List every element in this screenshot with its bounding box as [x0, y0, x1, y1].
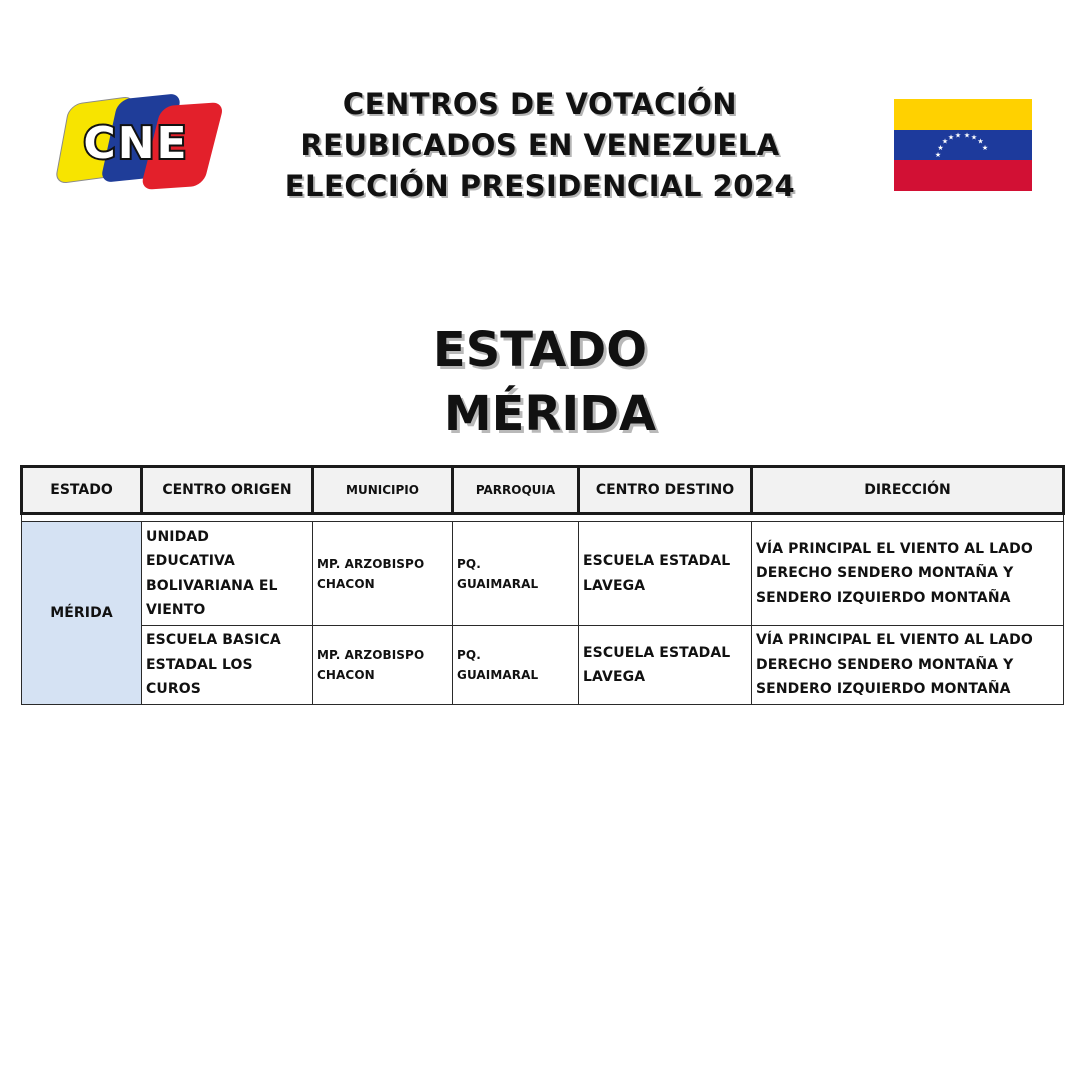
- cell-line: CHACON: [317, 668, 375, 682]
- svg-text:★: ★: [970, 133, 978, 142]
- svg-text:★: ★: [954, 131, 962, 140]
- municipio-cell: [313, 626, 453, 705]
- svg-text:★: ★: [934, 151, 942, 159]
- column-header-parroquia: PARROQUIA: [453, 467, 579, 514]
- header-title-line: ELECCIÓN PRESIDENCIAL 2024: [284, 169, 796, 203]
- cell-line: LAVEGA: [583, 577, 646, 594]
- column-header-estado: ESTADO: [22, 467, 142, 514]
- svg-text:★: ★: [941, 137, 949, 146]
- cell-line: MP. ARZOBISPO: [317, 556, 425, 571]
- column-header-direccion: DIRECCIÓN: [752, 467, 1064, 514]
- state-title-line1: ESTADO: [432, 322, 648, 378]
- cell-line: VÍA PRINCIPAL EL VIENTO AL LADO: [756, 540, 1033, 557]
- cell-line: DERECHO SENDERO MONTAÑA Y: [756, 565, 1014, 582]
- table-header-row: [22, 467, 1064, 514]
- cell-line: GUAIMARAL: [457, 576, 539, 591]
- state-title: [290, 318, 790, 446]
- direccion-cell: [752, 522, 1064, 626]
- cell-line: VÍA PRINCIPAL EL VIENTO AL LADO: [756, 632, 1033, 649]
- parroquia-cell: [453, 522, 579, 626]
- svg-text:★: ★: [937, 144, 944, 152]
- cell-line: GUAIMARAL: [457, 668, 539, 682]
- svg-text:★: ★: [963, 131, 971, 140]
- cell-line: CHACON: [317, 576, 375, 591]
- svg-text:★: ★: [947, 133, 955, 142]
- cell-line: ESCUELA ESTADAL: [583, 644, 731, 661]
- cell-line: ESTADAL LOS: [146, 656, 253, 673]
- cell-line: ESCUELA BASICA: [146, 632, 281, 649]
- estado-cell: MÉRIDA: [22, 522, 142, 705]
- relocated-centers-table: [20, 465, 1065, 705]
- cell-line: PQ.: [457, 556, 481, 571]
- cne-logo: [44, 92, 228, 196]
- cell-line: EDUCATIVA: [146, 553, 235, 569]
- cne-logo-text: CNE: [83, 118, 189, 169]
- cell-line: CUROS: [146, 681, 201, 698]
- header-title: [230, 84, 850, 207]
- cell-line: BOLIVARIANA EL: [146, 577, 278, 594]
- table-row: [22, 626, 1064, 705]
- column-header-centro-origen: CENTRO ORIGEN: [142, 467, 313, 514]
- cell-line: SENDERO IZQUIERDO MONTAÑA: [756, 589, 1011, 606]
- direccion-cell: [752, 626, 1064, 705]
- cell-line: UNIDAD: [146, 528, 209, 545]
- column-header-municipio: MUNICIPIO: [313, 467, 453, 514]
- cell-line: DERECHO SENDERO MONTAÑA Y: [756, 656, 1014, 673]
- state-title-line2: MÉRIDA: [443, 386, 657, 442]
- cell-line: VIENTO: [146, 602, 206, 618]
- header-title-line: CENTROS DE VOTACIÓN: [342, 87, 738, 121]
- centro-destino-cell: [579, 626, 752, 705]
- parroquia-cell: [453, 626, 579, 705]
- cell-line: ESCUELA ESTADAL: [583, 553, 731, 569]
- cell-line: PQ.: [457, 648, 481, 662]
- svg-text:★: ★: [981, 144, 989, 152]
- table-row: [22, 522, 1064, 626]
- svg-text:★: ★: [977, 137, 984, 146]
- centro-destino-cell: [579, 522, 752, 626]
- centro-origen-cell: [142, 522, 313, 626]
- municipio-cell: [313, 522, 453, 626]
- column-header-centro-destino: CENTRO DESTINO: [579, 467, 752, 514]
- cell-line: MP. ARZOBISPO: [317, 648, 425, 662]
- venezuela-flag: [894, 99, 1032, 191]
- header-title-line: REUBICADOS EN VENEZUELA: [300, 128, 780, 162]
- centro-origen-cell: [142, 626, 313, 705]
- cell-line: SENDERO IZQUIERDO MONTAÑA: [756, 681, 1011, 698]
- cell-line: LAVEGA: [583, 669, 646, 685]
